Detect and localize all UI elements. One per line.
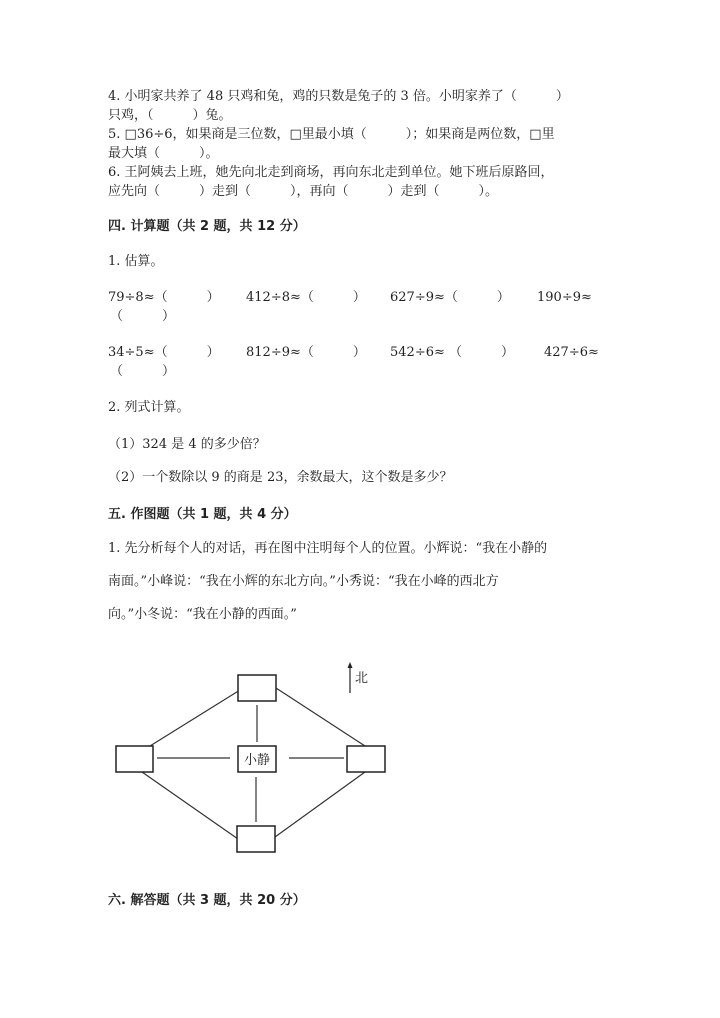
north-arrowhead-icon bbox=[348, 662, 353, 668]
calc-item-2: （2）一个数除以 9 的商是 23，余数最大，这个数是多少？ bbox=[108, 470, 453, 485]
estimate-item: 427÷6≈ bbox=[544, 345, 599, 360]
position-box-west bbox=[116, 746, 153, 772]
estimate-label: 1. 估算。 bbox=[108, 254, 164, 269]
drawing-question-line: 1. 先分析每个人的对话，再在图中注明每个人的位置。小辉说：“我在小静的 bbox=[108, 541, 548, 556]
position-box-north bbox=[238, 675, 276, 701]
question-6-line-1: 6. 王阿姨去上班，她先向北走到商场，再向东北走到单位。她下班后原路回， bbox=[108, 165, 554, 180]
estimate-wrap: （ ） bbox=[110, 364, 176, 379]
estimate-item: 34÷5≈（ ） bbox=[108, 345, 220, 360]
diagram-edge bbox=[275, 772, 365, 837]
question-4-line-2: 只鸡，（ ）兔。 bbox=[108, 108, 232, 123]
section-6-heading: 六. 解答题（共 3 题，共 20 分） bbox=[108, 893, 306, 908]
north-label: 北 bbox=[355, 671, 369, 686]
diagram-edge bbox=[142, 772, 238, 839]
estimate-item: 812÷9≈（ ） bbox=[246, 345, 366, 360]
question-6-line-2: 应先向（ ）走到（ ），再向（ ）走到（ ）。 bbox=[108, 184, 499, 199]
question-4-line-1: 4. 小明家共养了 48 只鸡和兔，鸡的只数是兔子的 3 倍。小明家养了（ ） bbox=[108, 89, 569, 104]
estimate-item: 412÷8≈（ ） bbox=[246, 290, 366, 305]
drawing-question-line: 南面。”小峰说：“我在小辉的东北方向。”小秀说：“我在小峰的西北方 bbox=[108, 574, 499, 589]
position-box-east bbox=[347, 746, 385, 772]
estimate-item: 79÷8≈（ ） bbox=[108, 290, 220, 305]
calc-item-1: （1）324 是 4 的多少倍？ bbox=[108, 437, 266, 452]
diagram-edge bbox=[150, 690, 240, 746]
center-label: 小静 bbox=[243, 753, 271, 768]
drawing-question-line: 向。”小冬说：“我在小静的西面。” bbox=[108, 607, 297, 622]
calc-label: 2. 列式计算。 bbox=[108, 400, 190, 415]
diagram-edge bbox=[276, 688, 365, 746]
section-5-heading: 五. 作图题（共 1 题，共 4 分） bbox=[108, 507, 297, 522]
section-4-heading: 四. 计算题（共 2 题，共 12 分） bbox=[108, 219, 306, 234]
estimate-item: 627÷9≈（ ） bbox=[390, 290, 510, 305]
estimate-wrap: （ ） bbox=[110, 309, 176, 324]
question-5-line-2: 最大填（ ）。 bbox=[108, 146, 219, 161]
position-box-south bbox=[237, 826, 275, 852]
estimate-item: 190÷9≈ bbox=[537, 290, 592, 305]
question-5-line-1: 5. □36÷6，如果商是三位数，□里最小填（ ）；如果商是两位数，□里 bbox=[108, 127, 555, 142]
estimate-item: 542÷6≈ （ ） bbox=[390, 345, 515, 360]
